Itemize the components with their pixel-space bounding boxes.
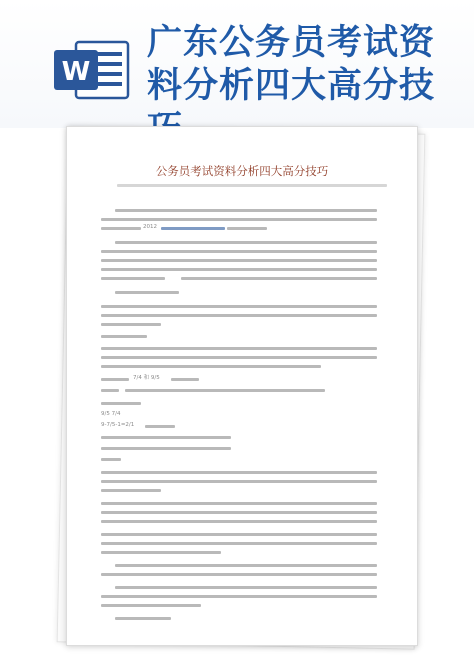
- body-line: [101, 277, 165, 280]
- body-line: [101, 402, 141, 405]
- body-line: [115, 617, 171, 620]
- body-line: [101, 347, 377, 350]
- body-line: [101, 259, 377, 262]
- fragment-year: 2012: [143, 224, 157, 230]
- fragment-ratio: 7/4 和 9/5: [133, 375, 160, 381]
- body-line: [101, 356, 377, 359]
- body-line: [101, 268, 377, 271]
- body-line: [171, 378, 199, 381]
- body-line: [115, 564, 377, 567]
- header-banner: [0, 0, 474, 128]
- fragment-compute-2: 9-7/5-1=2/1: [101, 422, 135, 428]
- body-line: [101, 389, 119, 392]
- body-line: [101, 533, 377, 536]
- body-line: [101, 447, 231, 450]
- fragment-compute-1: 9/5 7/4: [101, 411, 121, 417]
- body-line: [115, 241, 377, 244]
- body-line: [101, 573, 377, 576]
- page-title: 广东公务员考试资料分析四大高分技: [147, 23, 436, 106]
- body-line: [101, 436, 231, 439]
- body-line: [101, 511, 377, 514]
- body-line: [115, 209, 377, 212]
- body-line: [125, 389, 325, 392]
- body-line: [101, 227, 141, 230]
- body-line: [181, 277, 377, 280]
- body-line: [101, 323, 161, 326]
- body-line: [101, 314, 377, 317]
- body-line: [101, 218, 377, 221]
- body-line: [101, 471, 377, 474]
- body-line: [101, 551, 221, 554]
- body-line: [101, 489, 161, 492]
- body-line: [101, 250, 377, 253]
- word-logo-letter: W: [61, 57, 91, 87]
- body-line: [115, 586, 377, 589]
- document-page: [66, 126, 418, 646]
- body-line: [227, 227, 267, 230]
- body-line: [101, 378, 129, 381]
- word-document-icon: [52, 38, 132, 102]
- body-line: [101, 502, 377, 505]
- document-heading: 公务员考试资料分析四大高分技巧: [155, 164, 329, 178]
- body-line: [101, 520, 377, 523]
- body-line: [115, 291, 179, 294]
- body-line: [101, 365, 321, 368]
- body-line: [101, 458, 121, 461]
- body-line: [101, 542, 377, 545]
- body-line: [101, 305, 377, 308]
- document-meta-line: [117, 184, 387, 187]
- body-line: [101, 604, 201, 607]
- body-line: [101, 480, 377, 483]
- body-link[interactable]: [161, 227, 225, 230]
- body-line: [101, 335, 147, 338]
- body-line: [145, 425, 175, 428]
- body-line: [101, 595, 377, 598]
